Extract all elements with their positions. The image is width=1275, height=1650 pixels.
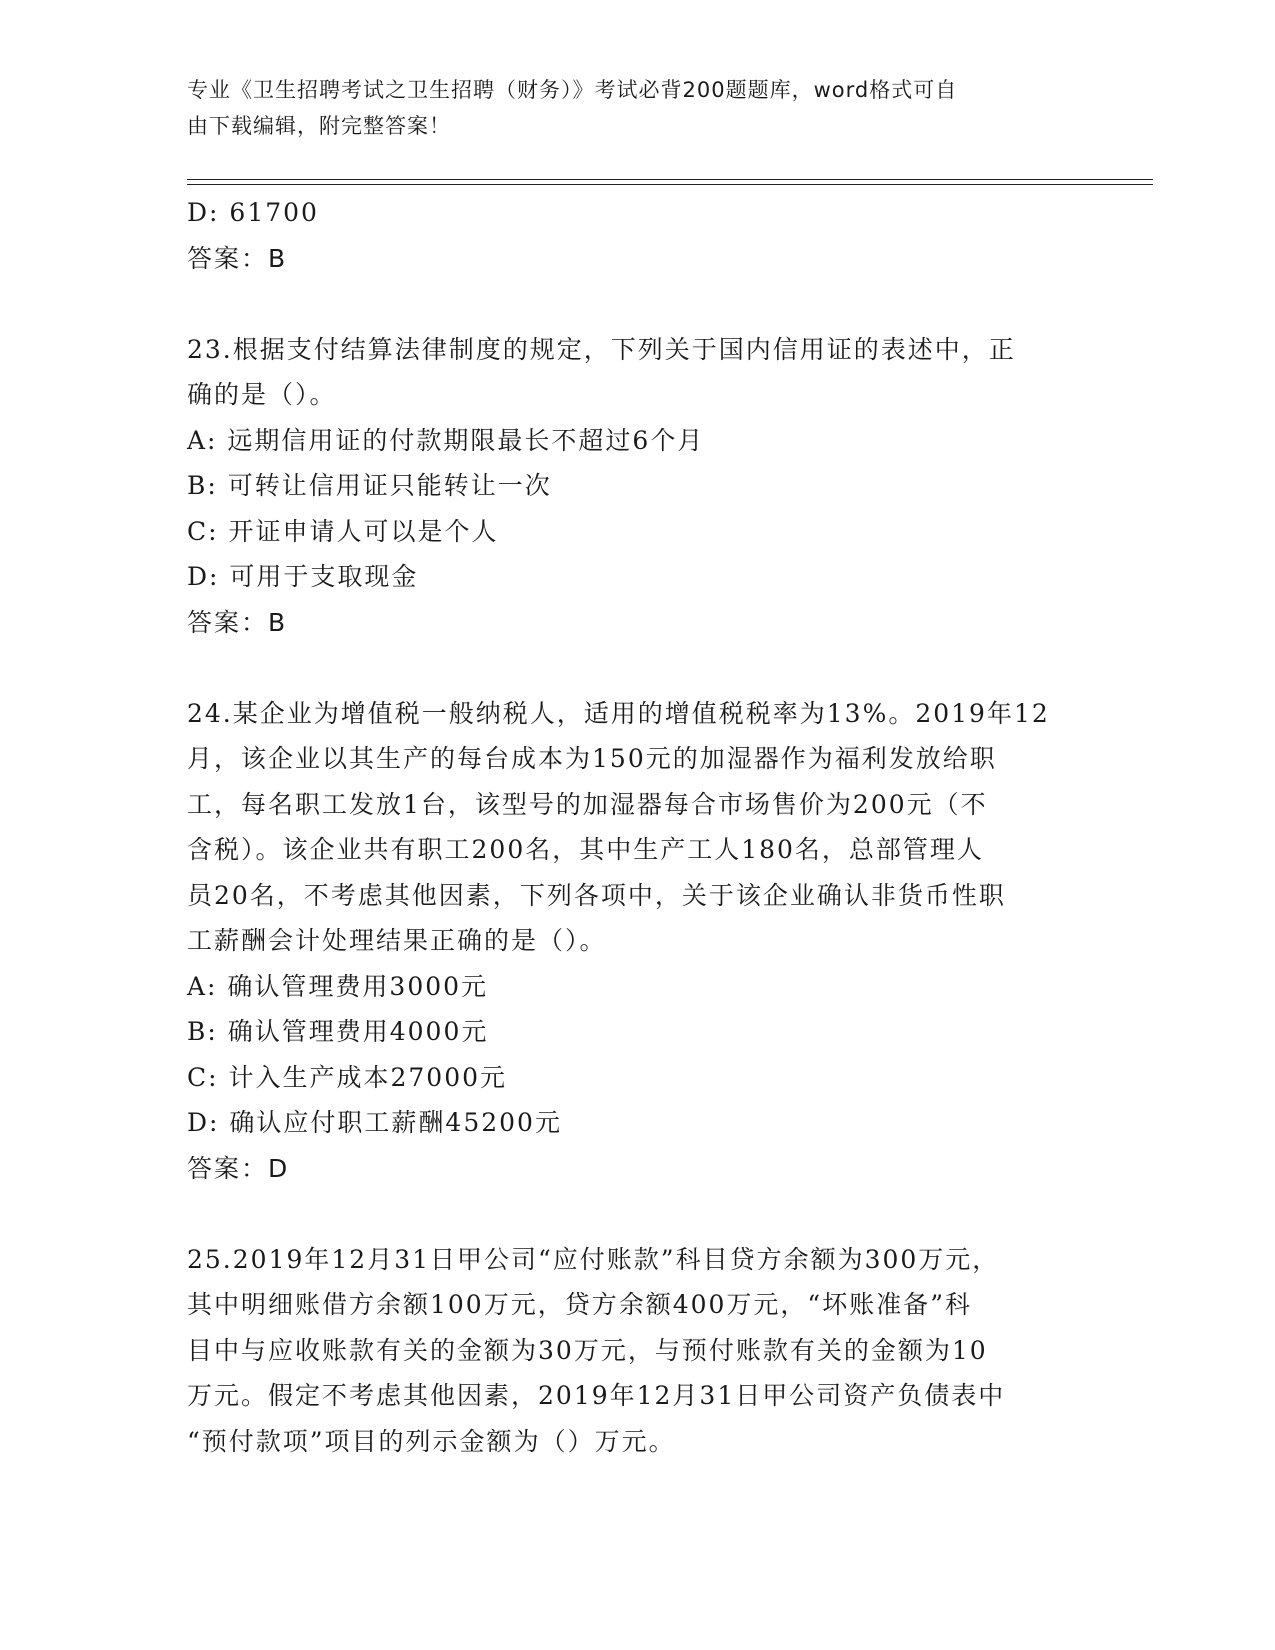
question-stem-line: 确的是（）。 [187,380,337,409]
option-a: A: 远期信用证的付款期限最长不超过6个月 [187,425,705,455]
question-stem-line: 目中与应收账款有关的金额为30万元，与预付账款有关的金额为10 [187,1335,988,1365]
option-b: B: 确认管理费用4000元 [187,1017,489,1046]
question-stem-line: 24.某企业为增值税一般纳税人，适用的增值税税率为13%。2019年12 [187,698,1050,728]
header-line-1: 专业《卫生招聘考试之卫生招聘（财务）》考试必背200题题库，word格式可自 [187,78,958,102]
question-stem-line: 万元。假定不考虑其他因素，2019年12月31日甲公司资产负债表中 [187,1381,1006,1410]
answer-line: 答案：D [187,1153,290,1183]
header-divider-bottom [187,184,1153,185]
question-stem-line: 工薪酬会计处理结果正确的是（）。 [187,926,607,955]
option-d: D: 61700 [187,198,319,227]
question-content [187,190,1087,1464]
question-stem-line: 25.2019年12月31日甲公司“应付账款”科目贷方余额为300万元， [187,1244,1000,1274]
previous-question-tail [187,190,1087,281]
question-stem-line: 23.根据支付结算法律制度的规定，下列关于国内信用证的表述中，正 [187,334,1016,364]
option-b: B: 可转让信用证只能转让一次 [187,471,552,500]
question-stem-line: 员20名，不考虑其他因素，下列各项中，关于该企业确认非货币性职 [187,880,1006,910]
question-stem-line: 月，该企业以其生产的每台成本为150元的加湿器作为福利发放给职 [187,744,997,773]
question-stem-line: 工，每名职工发放1台，该型号的加湿器每合市场售价为200元（不 [187,789,988,819]
option-c: C: 计入生产成本27000元 [187,1062,508,1092]
answer-line: 答案：B [187,607,288,637]
spacer [187,1191,1087,1237]
header-line-2: 由下载编辑，附完整答案！ [187,114,451,138]
header-divider-top [187,179,1153,180]
question-stem-line: “预付款项”项目的列示金额为（）万元。 [187,1426,676,1456]
answer-line: 答案：B [187,243,288,273]
question-stem-line: 其中明细账借方余额100万元，贷方余额400万元，“坏账准备”科 [187,1290,972,1319]
spacer [187,281,1087,327]
option-d: D: 可用于支取现金 [187,562,419,591]
question-25 [187,1237,1087,1465]
question-24 [187,691,1087,1192]
option-c: C: 开证申请人可以是个人 [187,516,499,546]
question-23 [187,327,1087,646]
page-header [187,72,1067,144]
option-d: D: 确认应付职工薪酬45200元 [187,1108,562,1137]
spacer [187,645,1087,691]
question-stem-line: 含税）。该企业共有职工200名，其中生产工人180名，总部管理人 [187,835,984,864]
option-a: A: 确认管理费用3000元 [187,971,489,1001]
